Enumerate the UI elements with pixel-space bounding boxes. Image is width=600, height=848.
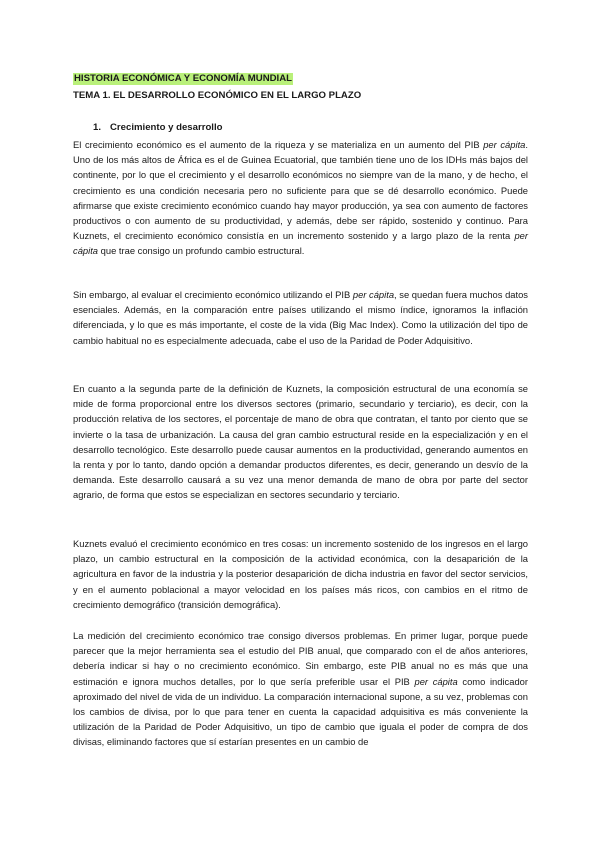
paragraph-4 — [73, 536, 528, 612]
paragraph-text: La medición del crecimiento económico trae consigo diversos problemas. En primer lugar, porque puede parecer que la mejor herramienta sea el estudio del PIB anual, que comparado con el de años anteriores, debería indicar si hay o no crecimiento económico. Sin embargo, este PIB anual no es más que una estimación e ignora muchos detalles, por lo que sería preferible usar el PIB — [73, 630, 528, 687]
paragraph-1 — [73, 130, 528, 259]
italic-term: per cápita — [414, 675, 458, 687]
paragraph-2 — [73, 287, 528, 348]
paragraph-5 — [73, 628, 528, 750]
italic-term: per cápita — [73, 230, 528, 257]
paragraph-3 — [73, 381, 528, 503]
paragraph-text: . Uno de los más altos de África es el de Guinea Ecuatorial, que también tiene uno de los IDHs más bajos del continente, por lo que el crecimiento y el desarrollo económicos no siempre van de la mano, y de hecho, el crecimiento es una condición necesaria pero no suficiente para que se dé desarrollo económico. Puede afirmarse que existe crecimiento económico cuando hay mayor producción, ya sea con aumento de factores productivos o con aumento de su productividad, y además, debe ser rápido, sostenido y continuo. Para Kuznets, el crecimiento económico consistía en un incremento sostenido y a largo plazo de la renta — [73, 139, 529, 242]
italic-term: per cápita — [352, 289, 395, 300]
paragraph-text: Kuznets evaluó el crecimiento económico en tres cosas: un incremento sostenido de los ingresos en el largo plazo, un cambio estructural en la composición de la actividad económica, con la desaparición de la agricultura en favor de la industria y la posterior desaparición de dicha industria en favor del sector servicios, y en el aumento poblacional a mayor velocidad en los países más ricos, con cambios en el ritmo de crecimiento demográfico (transición demográfica). — [73, 538, 528, 610]
paragraph-text: que trae consigo un profundo cambio estructural. — [98, 245, 305, 257]
paragraph-text: En cuanto a la segunda parte de la definición de Kuznets, la composición estructural de una economía se mide de forma proporcional entre los diversos sectores (primario, secundario y terciario), es decir, con la producción relativa de los sectores, el porcentaje de mano de obra que contratan, el tanto por ciento que se invierte o la tasa de urbanización. La causa del gran cambio estructural reside en la especialización y en el desarrollo tecnológico. Este desarrollo puede causar aumentos en la productividad, generando aumentos en la renta y por lo tanto, dando opción a demandar productos diferentes, es decir, generando un desvío de la demanda. Este desarrollo causará a su vez una menor demanda de mano de obra por parte del sector agrario, de forma que estos se especializan en sectores secundario y terciario. — [73, 383, 528, 501]
paragraph-text: El crecimiento económico es el aumento de la riqueza y se materializa en un aumento del PIB — [73, 139, 484, 150]
section-title: Crecimiento y desarrollo — [110, 122, 223, 133]
section-number: 1. — [93, 122, 102, 133]
topic-title: TEMA 1. EL DESARROLLO ECONÓMICO EN EL LARGO PLAZO — [73, 90, 362, 101]
italic-term: per cápita — [483, 139, 526, 150]
paragraph-text: Sin embargo, al evaluar el crecimiento económico utilizando el PIB — [73, 289, 353, 300]
paragraph-text: como indicador aproximado del nivel de vida de un individuo. La comparación internacional supone, a su vez, problemas con los cambios de divisa, por lo que para tener en cuenta la capacidad adquisitiva es más conveniente la utilización de la Paridad de Poder Adquisitivo, un tipo de cambio que iguala el poder de compra de dos divisas, eliminando factores que sí estarían presentes en un cambio de — [73, 675, 529, 748]
paragraph-text: , se quedan fuera muchos datos esenciales. Además, en la comparación entre países utilizando el mismo índice, ignoramos la inflación diferenciada, y lo que es más importante, el coste de la vida (Big Mac Index). Como la utilización del tipo de cambio habitual no es especialmente adecuada, cabe el uso de la Paridad de Poder Adquisitivo. — [73, 289, 528, 346]
course-title: HISTORIA ECONÓMICA Y ECONOMÍA MUNDIAL — [74, 73, 292, 84]
